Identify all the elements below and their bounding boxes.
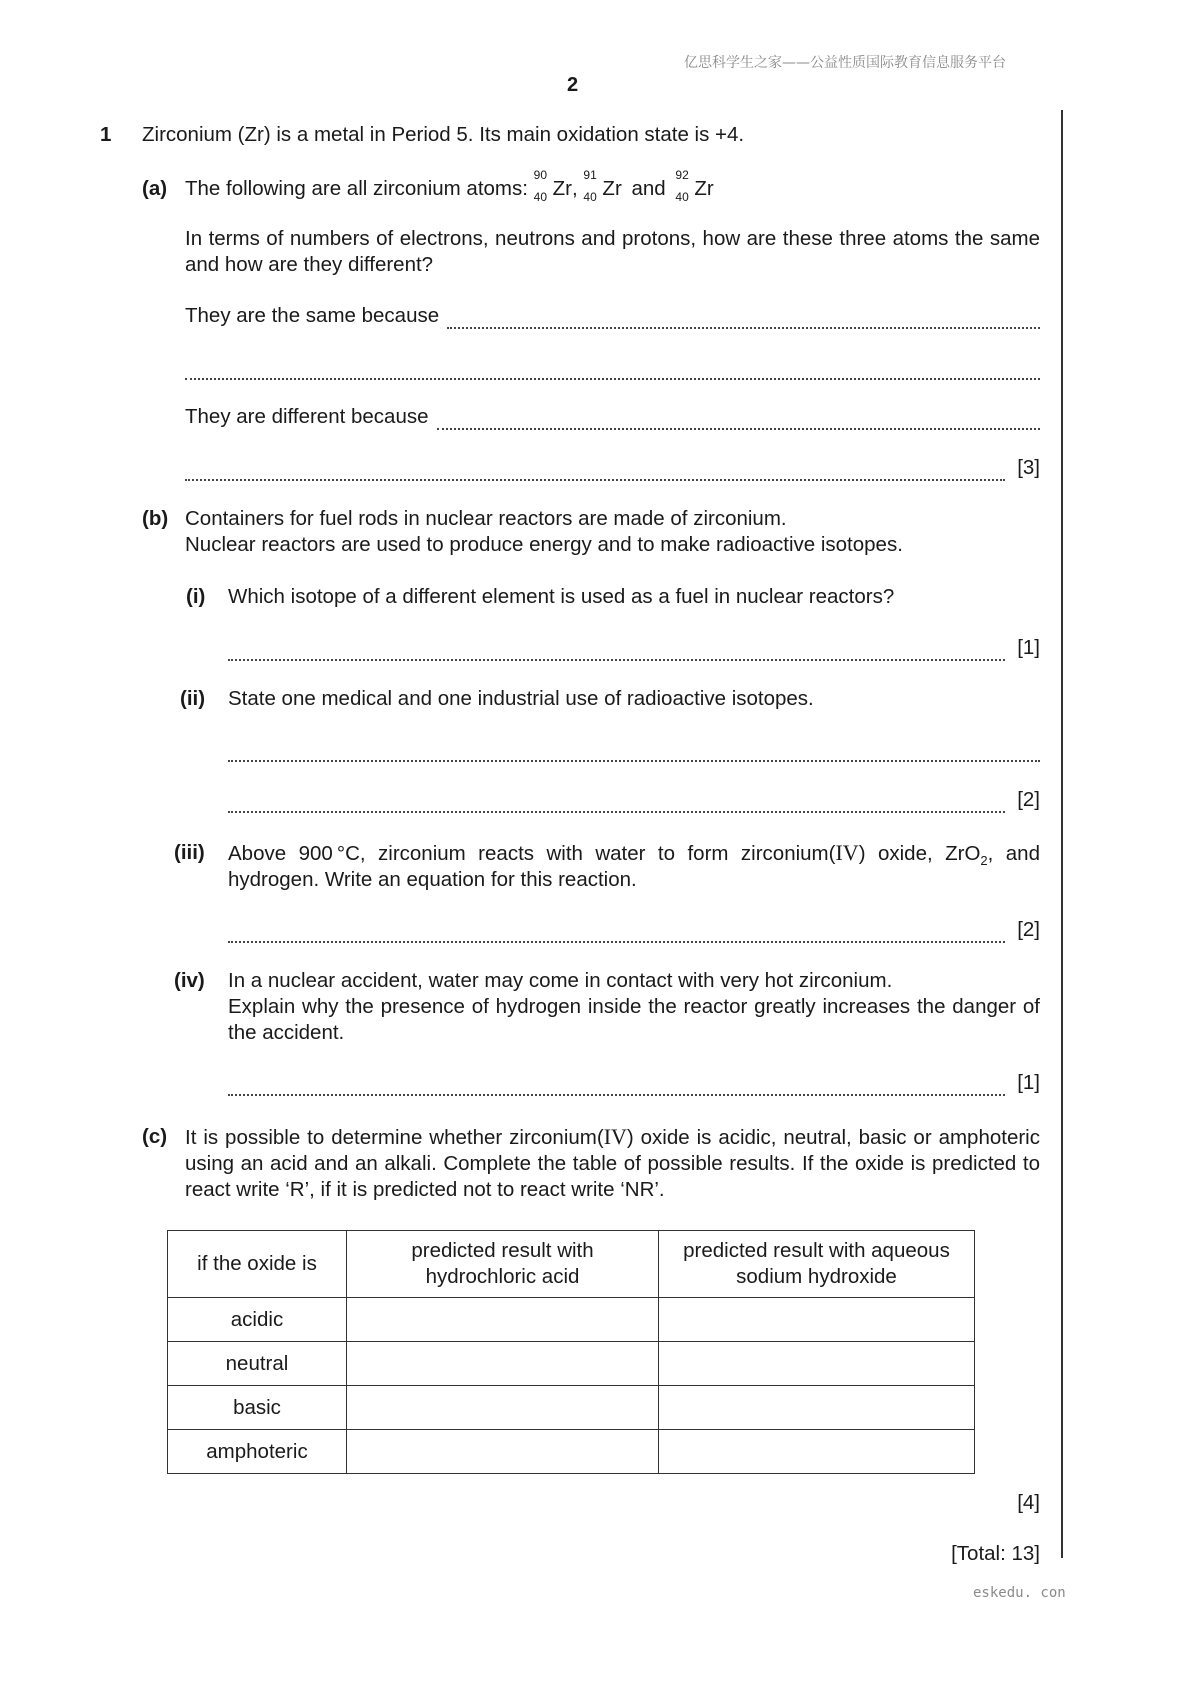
part-b-i-text: Which isotope of a different element is used as a fuel in nuclear reactors?: [228, 585, 895, 608]
cell-basic-naoh[interactable]: [659, 1386, 975, 1430]
answer-line-different-cont[interactable]: [185, 455, 1040, 481]
isotope-zr-92: 92 40 Zr: [675, 168, 714, 204]
marks-b-i: [1]: [1017, 636, 1040, 659]
cell-basic-hcl[interactable]: [347, 1386, 659, 1430]
cell-amphoteric-naoh[interactable]: [659, 1430, 975, 1474]
answer-line-same[interactable]: [185, 303, 1040, 329]
marks-b-iii: [2]: [1017, 918, 1040, 941]
header-watermark: 亿思科学生之家——公益性质国际教育信息服务平台: [684, 55, 1006, 71]
part-c-text: It is possible to determine whether zirconium(IV) oxide is acidic, neutral, basic or amphoteric using an acid and an alkali. Complete the table of possible results. If the oxide is predicted to react write ‘R’, if it is predicted not to react write ‘NR’.: [185, 1124, 1040, 1201]
header-oxide: if the oxide is: [168, 1231, 347, 1298]
part-b-ii-label: (ii): [180, 687, 206, 710]
part-a-intro: [185, 168, 714, 204]
table-row: [168, 1298, 975, 1342]
part-c-label: (c): [142, 1125, 168, 1148]
part-a-label: (a): [142, 177, 168, 200]
marks-b-iv: [1]: [1017, 1071, 1040, 1094]
part-b-iii-text: Above 900 °C, zirconium reacts with water to form zirconium(IV) oxide, ZrO$_2$, and hydrogen. Write an equation for this reaction.: [228, 840, 1040, 891]
cell-neutral-hcl[interactable]: [347, 1342, 659, 1386]
part-b-intro-1: Containers for fuel rods in nuclear reactors are made of zirconium.: [185, 507, 787, 530]
cell-neutral-naoh[interactable]: [659, 1342, 975, 1386]
answer-line-b-iv[interactable]: [228, 1070, 1040, 1096]
header-hcl: predicted result with hydrochloric acid: [347, 1231, 659, 1298]
marks-c: [4]: [1017, 1491, 1040, 1514]
comma: ,: [572, 177, 578, 200]
row-label-acidic: acidic: [168, 1298, 347, 1342]
answer-line-different[interactable]: [185, 404, 1040, 430]
part-b-ii-text: State one medical and one industrial use of radioactive isotopes.: [228, 687, 814, 710]
table-row: [168, 1430, 975, 1474]
answer-line-b-ii-2[interactable]: [228, 787, 1040, 813]
and-word: and: [631, 177, 666, 200]
header-naoh: predicted result with aqueous sodium hydroxide: [659, 1231, 975, 1298]
isotope-zr-90: 90 40 Zr: [533, 168, 573, 204]
cell-acidic-naoh[interactable]: [659, 1298, 975, 1342]
table-row: [168, 1386, 975, 1430]
question-intro: Zirconium (Zr) is a metal in Period 5. Its main oxidation state is +4.: [142, 123, 745, 146]
results-table: [167, 1230, 975, 1474]
page-number: 2: [567, 74, 579, 96]
cell-acidic-hcl[interactable]: [347, 1298, 659, 1342]
part-b-iv-line1: In a nuclear accident, water may come in contact with very hot zirconium.: [228, 969, 893, 992]
different-label: They are different because: [185, 405, 429, 428]
part-b-iv-label: (iv): [174, 969, 205, 992]
margin-rule: [1061, 110, 1063, 1558]
part-a-prompt: In terms of numbers of electrons, neutrons and protons, how are these three atoms the same and how are they different?: [185, 227, 1040, 276]
marks-b-ii: [2]: [1017, 788, 1040, 811]
same-label: They are the same because: [185, 304, 440, 327]
part-b-intro-2: Nuclear reactors are used to produce energy and to make radioactive isotopes.: [185, 533, 903, 556]
table-row: [168, 1342, 975, 1386]
question-number: 1: [100, 123, 112, 146]
roman-numeral-iv: IV: [835, 840, 859, 865]
roman-numeral-iv-c: IV: [603, 1124, 627, 1149]
row-label-amphoteric: amphoteric: [168, 1430, 347, 1474]
answer-line-b-ii-1[interactable]: [228, 736, 1040, 762]
part-b-label: (b): [142, 507, 169, 530]
isotope-zr-91: 91 40 Zr: [583, 168, 622, 204]
row-label-basic: basic: [168, 1386, 347, 1430]
table-header-row: [168, 1231, 975, 1298]
footer-site: eskedu. con: [973, 1585, 1066, 1601]
total-marks: [Total: 13]: [951, 1542, 1040, 1565]
part-a-intro-text: The following are all zirconium atoms:: [185, 177, 528, 200]
row-label-neutral: neutral: [168, 1342, 347, 1386]
marks-a: [3]: [1017, 456, 1040, 479]
answer-line-b-iii[interactable]: [228, 917, 1040, 943]
answer-line-same-cont[interactable]: [185, 354, 1040, 380]
part-b-i-label: (i): [186, 585, 206, 608]
part-b-iii-label: (iii): [174, 841, 205, 864]
cell-amphoteric-hcl[interactable]: [347, 1430, 659, 1474]
answer-line-b-i[interactable]: [228, 635, 1040, 661]
part-b-iv-line2: Explain why the presence of hydrogen inside the reactor greatly increases the danger of the accident.: [228, 995, 1040, 1044]
